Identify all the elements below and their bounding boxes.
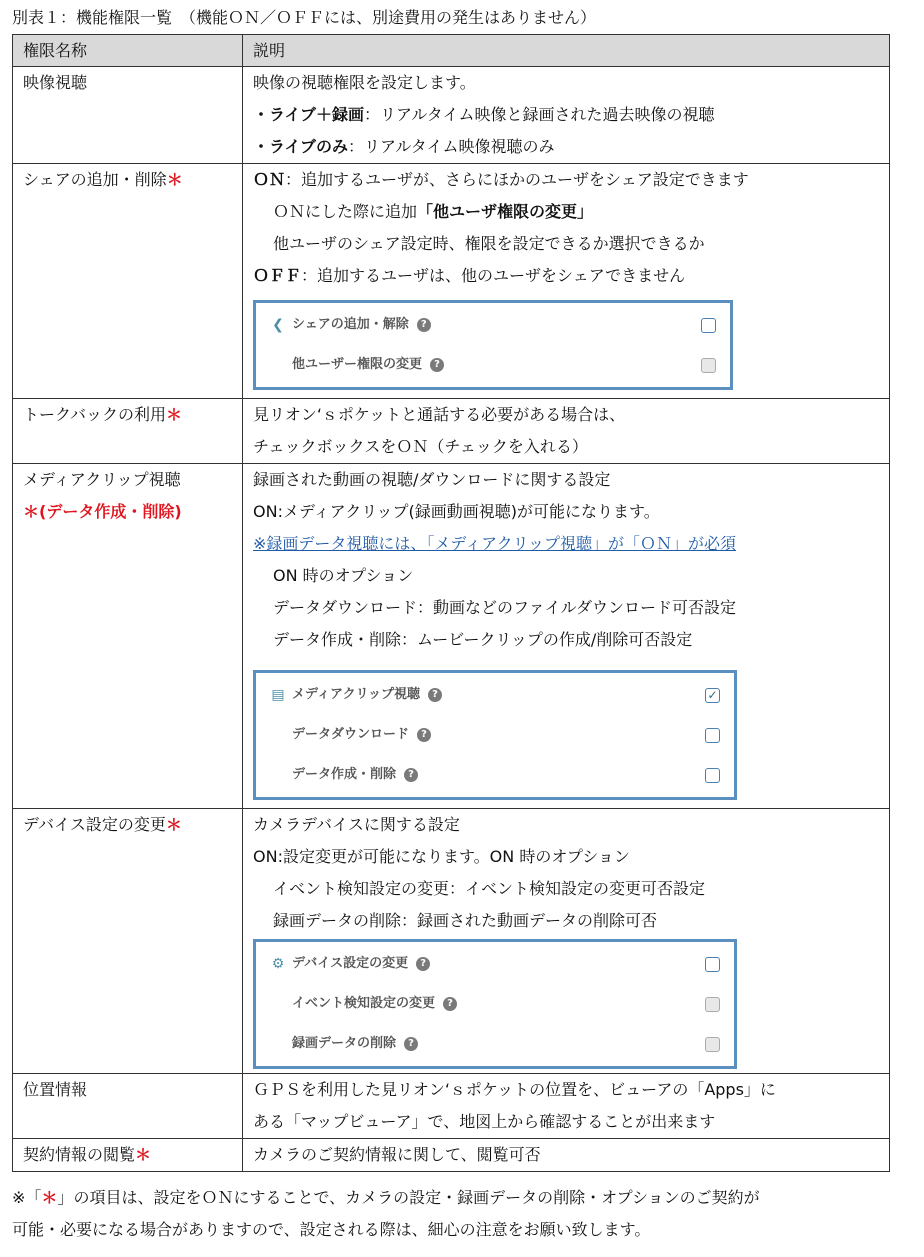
row-location-name: 位置情報 bbox=[13, 1074, 243, 1139]
row-contract bbox=[13, 1139, 890, 1172]
required-star: ＊ bbox=[165, 815, 182, 834]
row-media-desc: 録画された動画の視聴/ダウンロードに関する設定 ON:メディアクリップ(録画動画視聴)が可能になります。 ※録画データ視聴には、「メディアクリップ視聴」が「ＯＮ」が必須 ON 時のオプション データダウンロード：動画などのファイルダウンロード可否設定 データ作成・削除：ムービークリップの作成/削除可否設定 ▤ メディアクリップ視聴 ? ✓ データダウンロード ? データ作成・削除 ? bbox=[243, 464, 890, 809]
event-detect-row: イベント検知設定の変更 ? bbox=[256, 984, 734, 1024]
media-required-note: ＊(データ作成・削除) bbox=[23, 502, 182, 521]
row-device-name: デバイス設定の変更＊ bbox=[13, 809, 243, 1074]
gear-icon: ⚙ bbox=[271, 956, 285, 972]
data-create-delete-row: データ作成・削除 ? bbox=[256, 755, 734, 795]
table-caption: 別表１：機能権限一覧 （機能ＯＮ／ＯＦＦには、別途費用の発生はありません） bbox=[12, 8, 597, 27]
row-location bbox=[13, 1074, 890, 1139]
media-clip-icon: ▤ bbox=[271, 687, 285, 703]
other-user-permission-row: 他ユーザー権限の変更 ? bbox=[256, 345, 730, 385]
recording-delete-checkbox[interactable] bbox=[705, 1037, 720, 1052]
data-download-checkbox[interactable] bbox=[705, 728, 720, 743]
row-contract-name: 契約情報の閲覧＊ bbox=[13, 1139, 243, 1172]
row-video-name: 映像視聴 bbox=[13, 67, 243, 164]
share-settings-screenshot bbox=[253, 300, 733, 390]
help-icon: ? bbox=[416, 957, 430, 971]
help-icon: ? bbox=[443, 997, 457, 1011]
help-icon: ? bbox=[404, 1037, 418, 1051]
row-contract-desc: カメラのご契約情報に関して、閲覧可否 bbox=[243, 1139, 890, 1172]
footer-note: ※「＊」の項目は、設定をＯＮにすることで、カメラの設定・録画データの削除・オプションのご契約が 可能・必要になる場合がありますので、設定される際は、細心の注意をお願い致します。 bbox=[12, 1188, 760, 1239]
device-settings-screenshot bbox=[253, 939, 737, 1069]
help-icon: ? bbox=[417, 318, 431, 332]
row-device-desc: カメラデバイスに関する設定 ON:設定変更が可能になります。ON 時のオプション イベント検知設定の変更：イベント検知設定の変更可否設定 録画データの削除：録画された動画データの削除可否 ⚙ デバイス設定の変更 ? イベント検知設定の変更 ? 録画データの削除 ? bbox=[243, 809, 890, 1074]
media-settings-screenshot bbox=[253, 670, 737, 800]
required-star: ＊ bbox=[135, 1145, 152, 1164]
share-add-checkbox[interactable] bbox=[701, 318, 716, 333]
required-star: ＊ bbox=[41, 1188, 58, 1207]
required-star: ＊ bbox=[166, 405, 183, 424]
data-create-delete-checkbox[interactable] bbox=[705, 768, 720, 783]
media-view-checkbox[interactable]: ✓ bbox=[705, 688, 720, 703]
help-icon: ? bbox=[430, 358, 444, 372]
row-device bbox=[13, 809, 890, 1074]
device-settings-checkbox[interactable] bbox=[705, 957, 720, 972]
header-name: 権限名称 bbox=[13, 35, 243, 67]
share-add-row: ❮ シェアの追加・解除 ? bbox=[256, 305, 730, 345]
help-icon: ? bbox=[428, 688, 442, 702]
row-talkback-desc: 見リオン‘ｓポケットと通話する必要がある場合は、 チェックボックスをＯＮ（チェックを入れる） bbox=[243, 399, 890, 464]
help-icon: ? bbox=[417, 728, 431, 742]
recording-delete-row: 録画データの削除 ? bbox=[256, 1024, 734, 1064]
permissions-table bbox=[12, 34, 890, 1172]
help-icon: ? bbox=[404, 768, 418, 782]
row-video bbox=[13, 67, 890, 164]
row-share-desc: ＯＮ：追加するユーザが、さらにほかのユーザをシェア設定できます ＯＮにした際に追加「他ユーザ権限の変更」 他ユーザのシェア設定時、権限を設定できるか選択できるか ＯＦＦ：追加するユーザは、他のユーザをシェアできません ❮ シェアの追加・解除 ? 他ユーザー権限の変更 ? bbox=[243, 164, 890, 399]
share-icon: ❮ bbox=[272, 317, 284, 333]
header-desc: 説明 bbox=[243, 35, 890, 67]
other-user-permission-checkbox[interactable] bbox=[701, 358, 716, 373]
row-location-desc: ＧＰＳを利用した見リオン‘ｓポケットの位置を、ビューアの「Apps」に ある「マップビューア」で、地図上から確認することが出来ます bbox=[243, 1074, 890, 1139]
media-view-row: ▤ メディアクリップ視聴 ? ✓ bbox=[256, 675, 734, 715]
device-settings-row: ⚙ デバイス設定の変更 ? bbox=[256, 944, 734, 984]
row-share-name: シェアの追加・削除＊ bbox=[13, 164, 243, 399]
header-row bbox=[13, 35, 890, 67]
row-share bbox=[13, 164, 890, 399]
row-video-desc: 映像の視聴権限を設定します。 ・ライブ＋録画：リアルタイム映像と録画された過去映像の視聴 ・ライブのみ：リアルタイム映像視聴のみ bbox=[243, 67, 890, 164]
row-talkback-name: トークバックの利用＊ bbox=[13, 399, 243, 464]
row-talkback bbox=[13, 399, 890, 464]
row-media-name: メディアクリップ視聴 ＊(データ作成・削除) bbox=[13, 464, 243, 809]
row-media bbox=[13, 464, 890, 809]
required-star: ＊ bbox=[166, 170, 183, 189]
event-detect-checkbox[interactable] bbox=[705, 997, 720, 1012]
media-required-link[interactable]: ※録画データ視聴には、「メディアクリップ視聴」が「ＯＮ」が必須 bbox=[253, 534, 737, 553]
data-download-row: データダウンロード ? bbox=[256, 715, 734, 755]
